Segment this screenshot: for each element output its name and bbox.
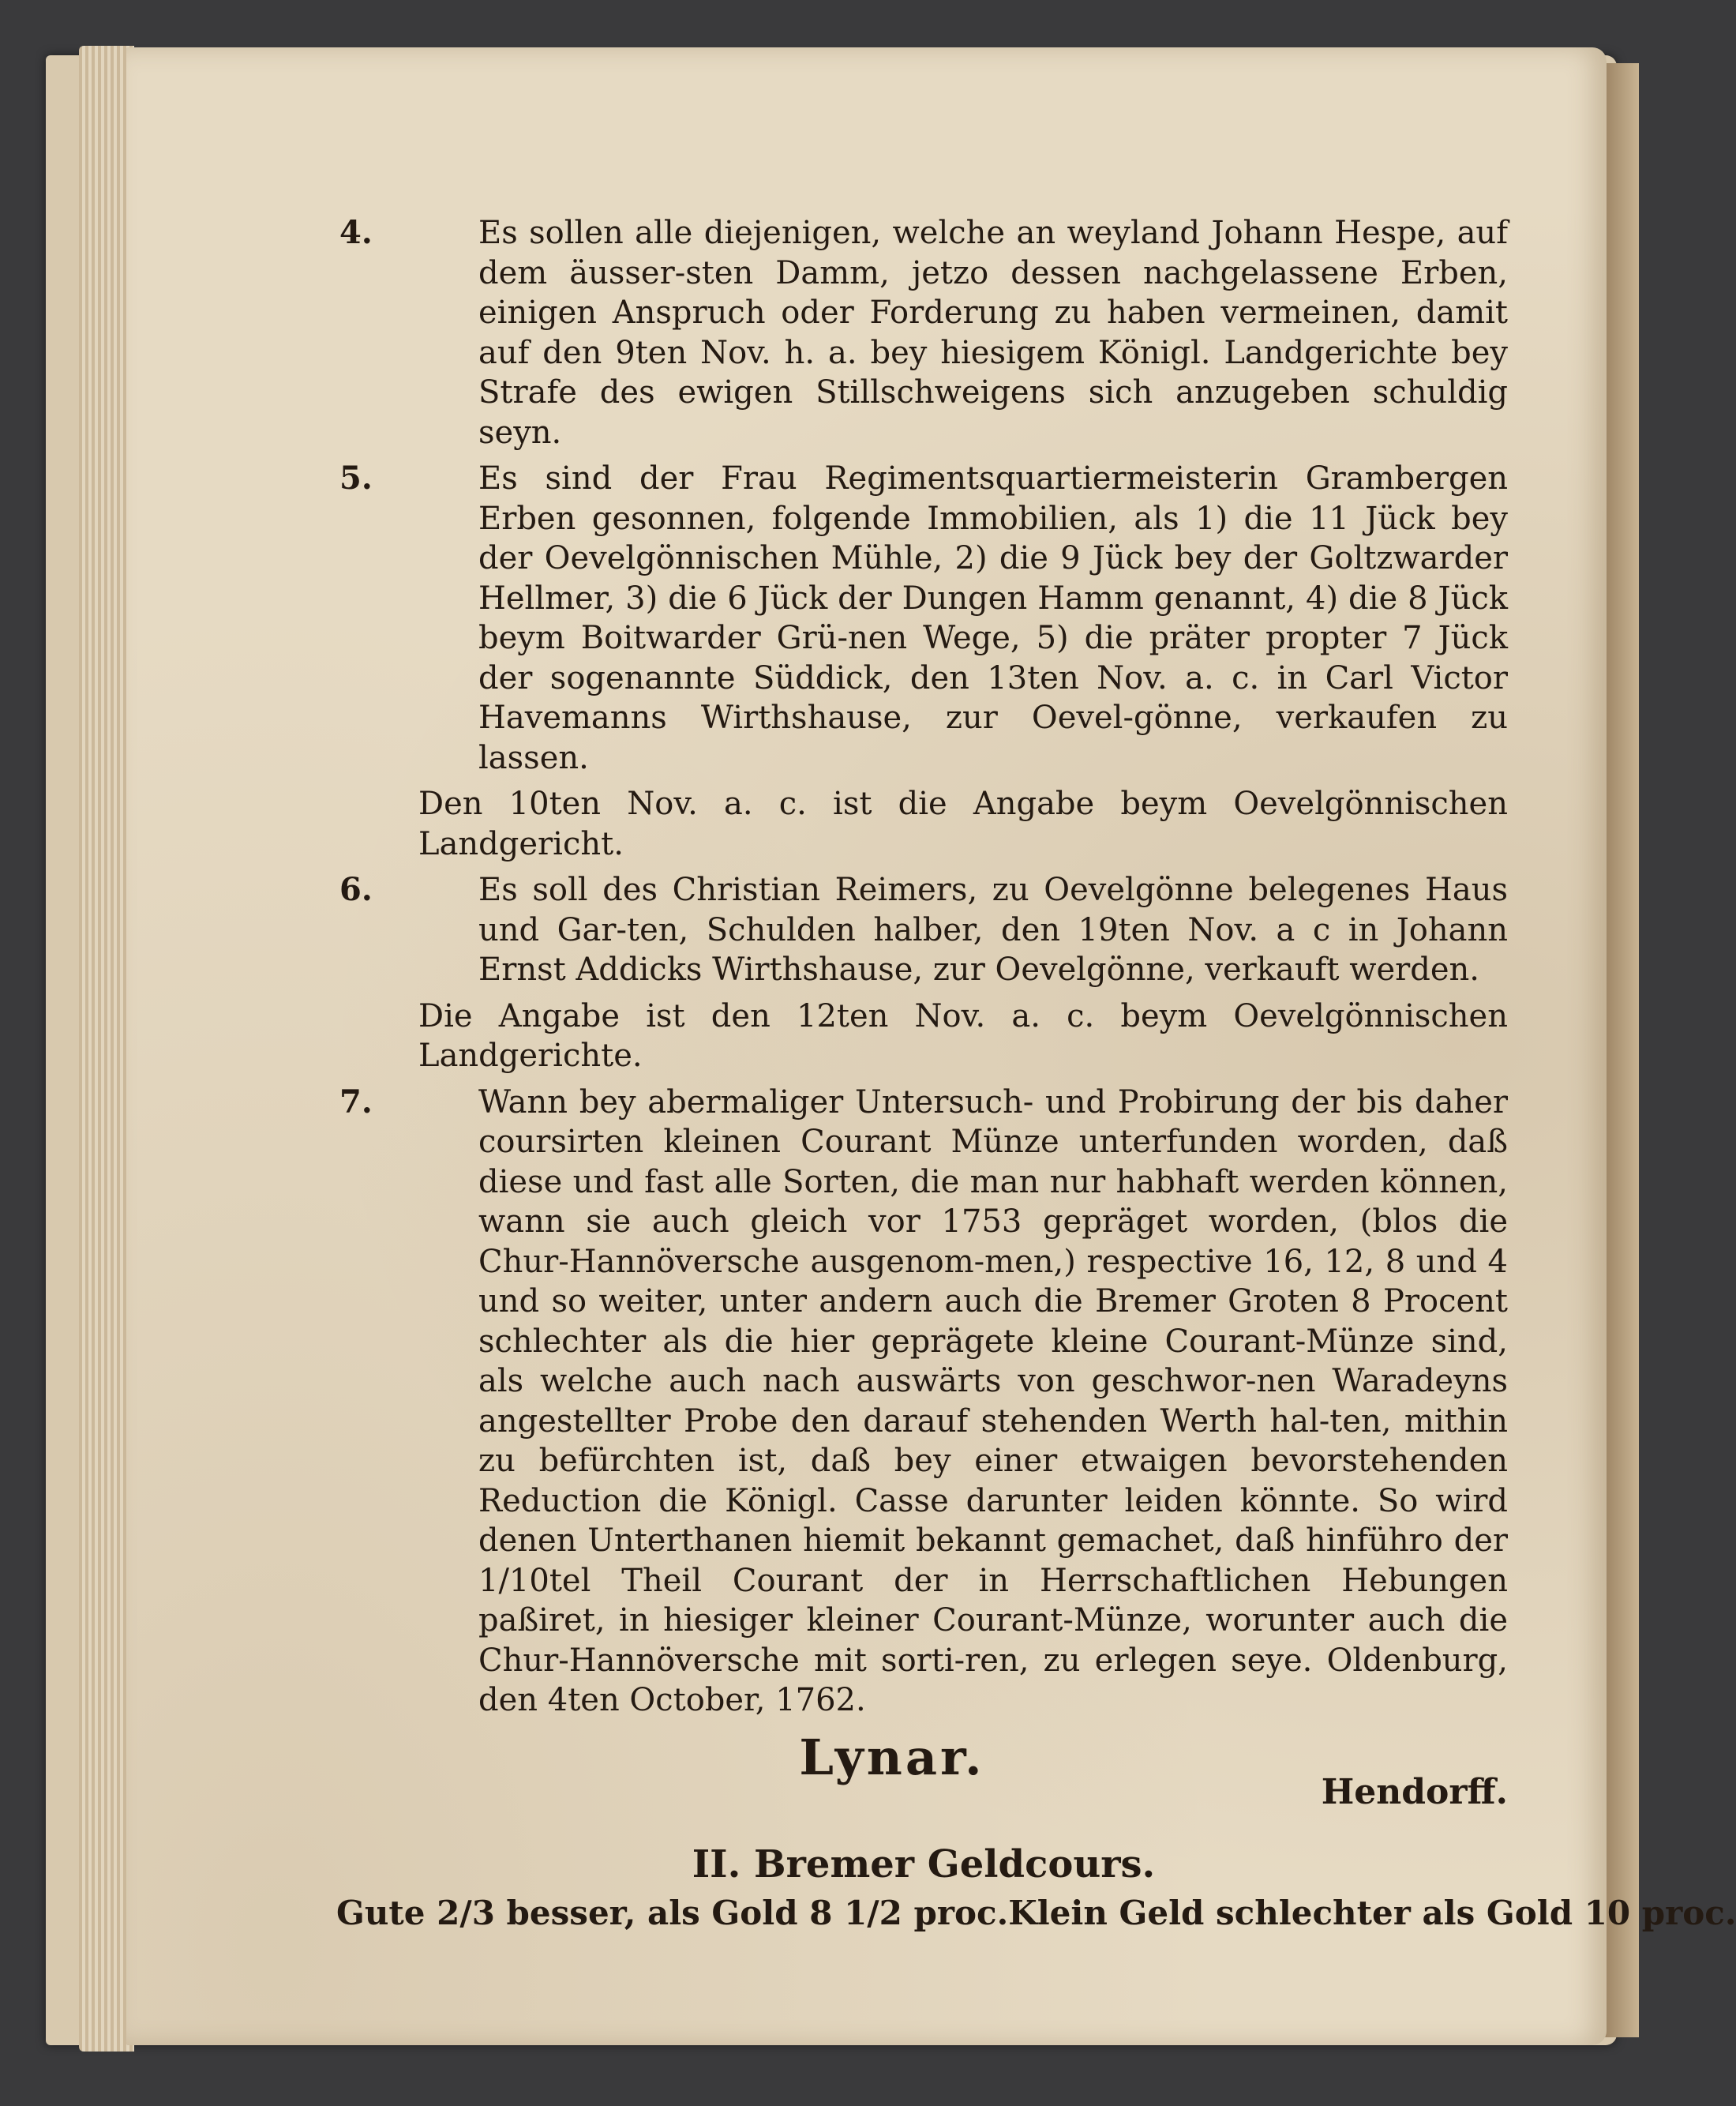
notice-line: Die Angabe ist den 12ten Nov. a. c. beym Oevelgönnischen Landgerichte. (418, 997, 1508, 1074)
entry-text: Es soll des Christian Reimers, zu Oevelgönne belegenes Haus und Gar-ten, Schulden halber, den 19ten Nov. a c in Johann Ernst Addicks Wirthshause, zur Oevelgönne, verkauft werden. (478, 872, 1508, 988)
page-text (336, 213, 1736, 1934)
signature-secondary: Hendorff. (1321, 1772, 1508, 1812)
entry-number: 4. (339, 214, 373, 251)
entry-number: 6. (339, 871, 373, 908)
entry-number: 7. (339, 1083, 373, 1121)
exchange-rates (336, 1894, 1736, 1934)
entry-text: Es sind der Frau Regimentsquartiermeisterin Grambergen Erben gesonnen, folgende Immobilien, als 1) die 11 Jück bey der Oevelgönnischen Mühle, 2) die 9 Jück bey der Goltzwarder Hellmer, 3) die 6 Jück der Dungen Hamm genannt, 4) die 8 Jück beym Boitwarder Grü-nen Wege, 5) die präter propter 7 Jück der sogenannte Süddick, den 13ten Nov. a. c. in Carl Victor Havemanns Wirthshause, zur Oevel-gönne, verkaufen zu lassen. (478, 460, 1508, 776)
entry-7 (339, 1083, 1508, 1721)
entry-number: 5. (339, 460, 373, 497)
entry-text: Es sollen alle diejenigen, welche an weyland Johann Hespe, auf dem äusser-sten Damm, jetzo dessen nachgelassene Erben, einigen Anspruch oder Forderung zu haben vermeinen, damit auf den 9ten Nov. h. a. bey hiesigem Königl. Landgerichte bey Strafe des ewigen Stillschweigens sich anzugeben schuldig seyn. (478, 215, 1508, 451)
entry-5 (339, 459, 1508, 778)
entry-text: Wann bey abermaliger Untersuch- und Probirung der bis daher coursirten kleinen Courant Münze unterfunden worden, daß diese und fast alle Sorten, die man nur habhaft werden können, wann sie auch gleich vor 1753 gepräget worden, (blos die Chur-Hannöversche ausgenom-men,) respective 16, 12, 8 und 4 und so weiter, unter andern auch die Bremer Groten 8 Procent schlechter als die hier geprägete kleine Courant-Münze sind, als welche auch nach auswärts von geschwor-nen Waradeyns angestellter Probe den darauf stehenden Werth hal-ten, mithin zu befürchten ist, daß bey einer etwaigen bevorstehenden Reduction die Königl. Casse darunter leiden könnte. So wird denen Unterthanen hiemit bekannt gemachet, daß hinführo der 1/10tel Theil Courant der in Herrschaftlichen Hebungen paßiret, in hiesiger kleiner Courant-Münze, worunter auch die Chur-Hannöversche mit sorti-ren, zu erlegen seye. Oldenburg, den 4ten October, 1762. (478, 1083, 1508, 1718)
rate-right: Klein Geld schlechter als Gold 10 proc. (1008, 1894, 1736, 1932)
entry-4 (339, 213, 1508, 452)
signature-main: Lynar. (799, 1728, 985, 1786)
entry-6 (339, 870, 1508, 990)
facing-page-edge (1603, 63, 1639, 2037)
rate-left: Gute 2/3 besser, als Gold 8 1/2 proc. (336, 1894, 1009, 1932)
section-heading: II. Bremer Geldcours. (692, 1841, 1156, 1886)
notice-line: Den 10ten Nov. a. c. ist die Angabe beym Oevelgönnischen Landgericht. (418, 786, 1508, 862)
